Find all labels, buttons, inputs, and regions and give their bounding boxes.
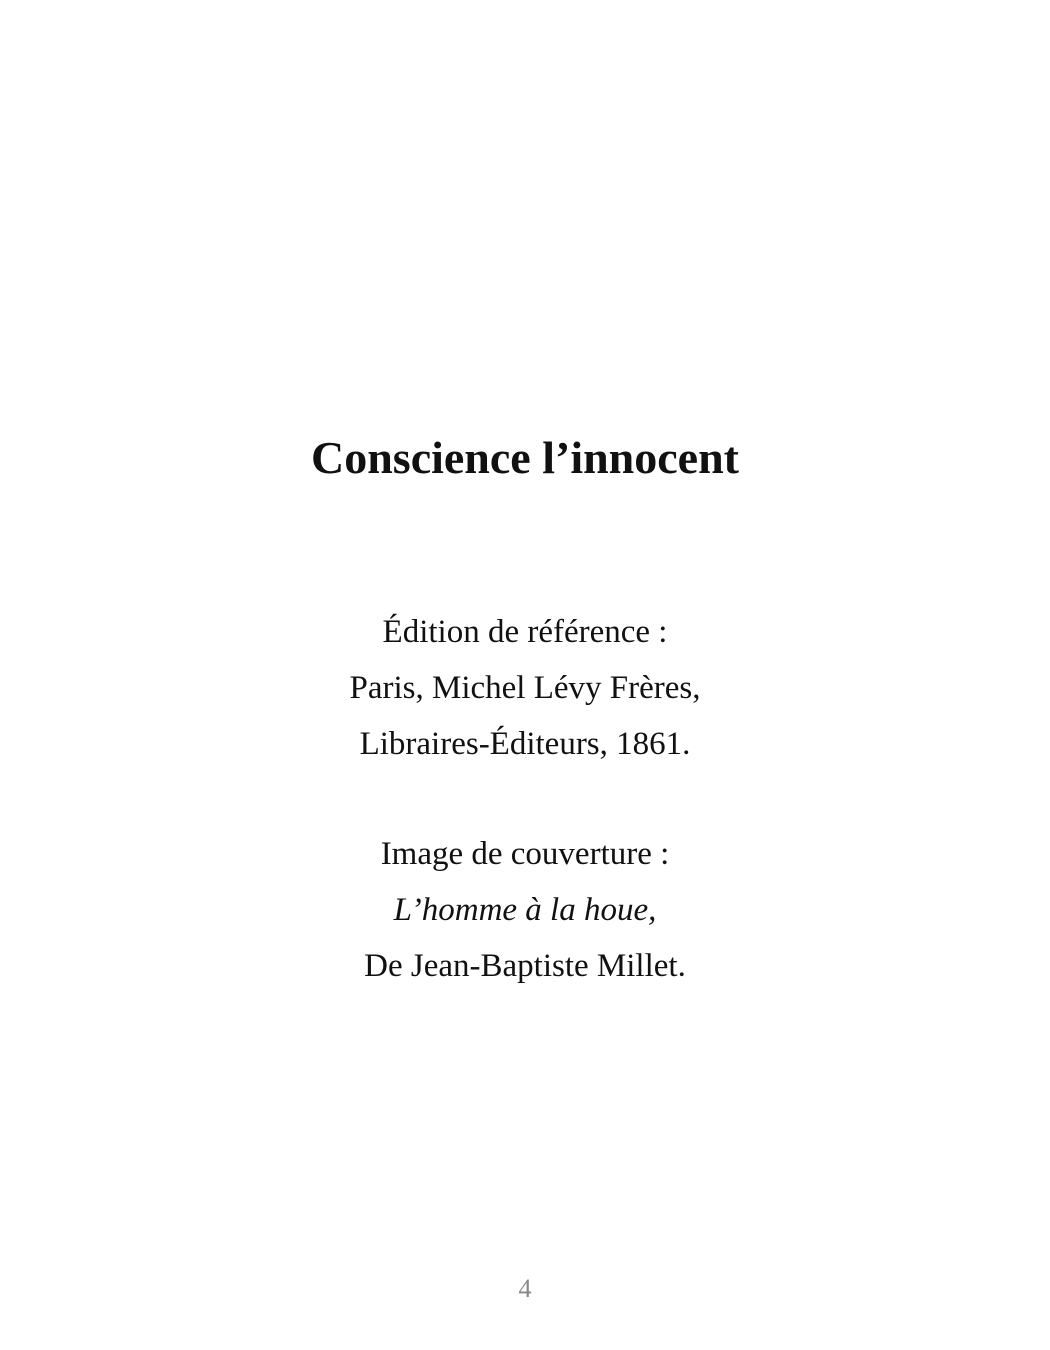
- page-number: 4: [518, 1274, 532, 1303]
- reference-edition-block: [0, 604, 1050, 772]
- cover-heading: Image de couverture :: [380, 836, 670, 872]
- edition-publisher: Paris, Michel Lévy Frères,: [349, 670, 701, 706]
- edition-heading: Édition de référence :: [382, 614, 668, 650]
- cover-image-block: [0, 826, 1050, 994]
- book-title: Conscience l’innocent: [310, 432, 739, 483]
- cover-artist: De Jean-Baptiste Millet.: [364, 948, 686, 984]
- edition-details: Libraires-Éditeurs, 1861.: [359, 726, 691, 762]
- cover-work-title: L’homme à la houe,: [393, 892, 657, 928]
